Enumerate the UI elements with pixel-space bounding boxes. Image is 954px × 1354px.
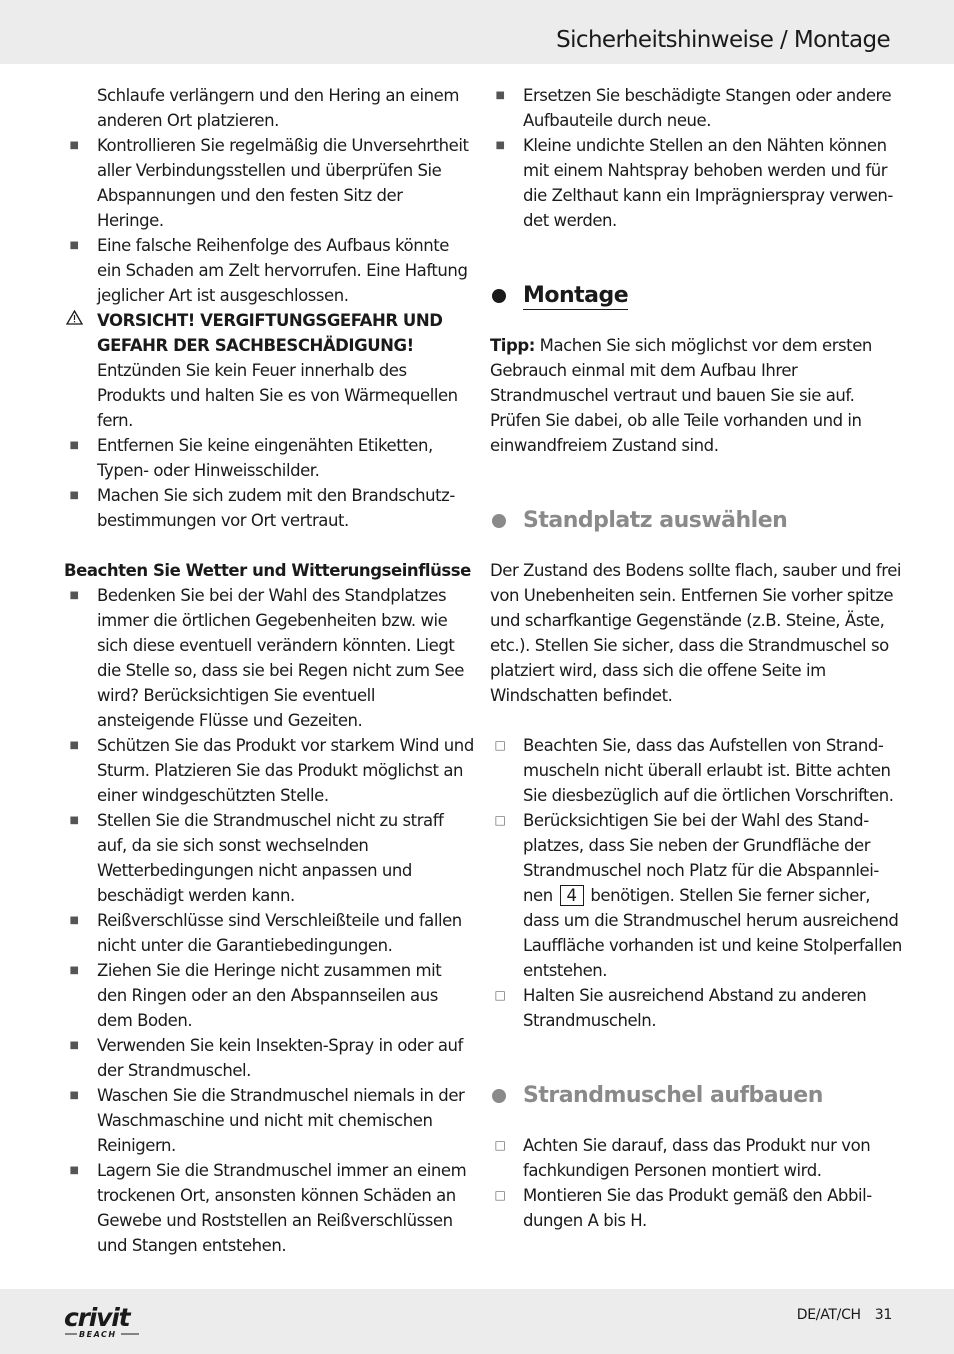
list-item-text: Lagern Sie die Strandmuschel immer an einem trockenen Ort, ansonsten können Schäden an Gewebe und Roststellen an Reißverschlüssen und Stangen entstehen. [97,1161,467,1255]
square-bullet-icon: ■ [69,815,79,826]
warning-heading: VORSICHT! VERGIFTUNGSGEFAHR UND GEFAHR DER SACHBESCHÄDIGUNG! [97,311,443,355]
list-item [490,83,902,133]
standplatz-paragraph: Der Zustand des Bodens sollte flach, sauber und frei von Unebenheiten sein. Entfernen Sie vorher spitze und scharfkantige Gegenstände (z.B. Steine, Äste, etc.). Stellen Sie sicher, dass die Strandmuschel so platziert wird, dass sich die offene Seite im Windschatten befindet. [490,561,902,705]
list-item [64,583,474,733]
checklist-item [490,983,902,1033]
warning-text: Entzünden Sie kein Feuer innerhalb des Produkts und halten Sie es von Wärmequellen fern. [97,361,458,430]
bullet-dot-icon [492,514,506,528]
list-item [64,733,474,808]
list-item-text: Entfernen Sie keine eingenähten Etiketten, Typen- oder Hinweisschilder. [97,436,433,480]
list-item-text: Eine falsche Reihenfolge des Aufbaus könnte ein Schaden am Zelt hervorrufen. Eine Haftung jeglicher Art ist ausgeschlossen. [97,236,468,305]
square-bullet-icon: ■ [69,490,79,501]
tip-label: Tipp: [490,336,535,355]
checklist-item-text: Halten Sie ausreichend Abstand zu anderen Strandmuscheln. [523,986,867,1030]
list-item-text: Kontrollieren Sie regelmäßig die Unversehrtheit aller Verbindungsstellen und überprüfen Sie Abspannungen und den festen Sitz der Heringe. [97,136,469,230]
checkbox-icon: □ [494,988,506,1002]
continuation-text: Schlaufe verlängern und den Hering an einem anderen Ort platzieren. [97,86,459,130]
list-item [64,1158,474,1258]
checkbox-icon: □ [494,1138,506,1152]
warning-item [64,308,474,433]
list-item [64,1083,474,1158]
page-header [0,0,954,64]
svg-text:BEACH: BEACH [79,1330,117,1339]
montage-heading: Montage [490,281,902,311]
square-bullet-icon: ■ [69,140,79,151]
bullet-dot-icon [492,289,506,303]
list-item [64,433,474,483]
list-item-text: Reißverschlüsse sind Verschleißteile und fallen nicht unter die Garantiebedingungen. [97,911,462,955]
tip-paragraph [490,333,902,458]
list-item [490,133,902,233]
list-item [64,1033,474,1083]
list-item-text: Bedenken Sie bei der Wahl des Standplatzes immer die örtlichen Gegebenheiten bzw. wie sich diese eventuell verändern könnten. Liegt die Stelle so, dass sie bei Regen nicht zum See wird? Berücksichtigen Sie eventuell ansteigende Flüsse und Gezeiten. [97,586,464,730]
page-footer [0,1289,954,1354]
list-item-text: Ersetzen Sie beschädigte Stangen oder andere Aufbauteile durch neue. [523,86,892,130]
list-item-text: Stellen Sie die Strandmuschel nicht zu straff auf, da sie sich sonst wechselnden Wetterbedingungen nicht anpassen und beschädigt werden kann. [97,811,444,905]
square-bullet-icon: ■ [69,965,79,976]
tip-text: Machen Sie sich möglichst vor dem ersten Gebrauch einmal mit dem Aufbau Ihrer Strandmuschel vertraut und bauen Sie sie auf. Prüfen Sie dabei, ob alle Teile vorhanden und in einwandfreiem Zustand sind. [490,336,872,455]
square-bullet-icon: ■ [69,240,79,251]
left-column [64,83,474,1258]
checklist-item-text: Achten Sie darauf, dass das Produkt nur von fachkundigen Personen montiert wird. [523,1136,871,1180]
list-item-text: Kleine undichte Stellen an den Nähten können mit einem Nahtspray behoben werden und für die Zelthaut kann ein Imprägnierspray verwendet werden. [523,136,894,230]
checkbox-icon: □ [494,1188,506,1202]
aufbau-heading: Strandmuschel aufbauen [490,1081,902,1111]
square-bullet-icon: ■ [495,140,505,151]
page-number: 31 [874,1307,892,1323]
square-bullet-icon: ■ [69,440,79,451]
standplatz-heading: Standplatz auswählen [490,506,902,536]
square-bullet-icon: ■ [69,1040,79,1051]
square-bullet-icon: ■ [69,590,79,601]
list-item-text: Machen Sie sich zudem mit den Brandschutzbestimmungen vor Ort vertraut. [97,486,456,530]
checkbox-icon: □ [494,813,506,827]
right-column [490,83,902,1233]
page-locale-number [797,1307,892,1323]
square-bullet-icon: ■ [69,1090,79,1101]
figure-reference: 4 [560,885,584,906]
warning-triangle-icon [64,308,84,333]
weather-heading: Beachten Sie Wetter und Witterungseinflüsse [64,561,471,580]
list-item [64,233,474,308]
square-bullet-icon: ■ [69,915,79,926]
list-item-text: Schützen Sie das Produkt vor starkem Wind und Sturm. Platzieren Sie das Produkt möglichst an einer windgeschützten Stelle. [97,736,474,805]
square-bullet-icon: ■ [69,1165,79,1176]
list-item [64,908,474,958]
square-bullet-icon: ■ [495,90,505,101]
list-item-text: Verwenden Sie kein Insekten-Spray in oder auf der Strandmuschel. [97,1036,463,1080]
checklist-item-text: Beachten Sie, dass das Aufstellen von Strandmuscheln nicht überall erlaubt ist. Bitte achten Sie diesbezüglich auf die örtlichen Vorschriften. [523,736,894,805]
checklist-item [490,1183,902,1233]
checkbox-icon: □ [494,738,506,752]
list-item [64,483,474,533]
list-item-text: Ziehen Sie die Heringe nicht zusammen mit den Ringen oder an den Abspannseilen aus dem Boden. [97,961,442,1030]
list-item [64,808,474,908]
list-item-text: Waschen Sie die Strandmuschel niemals in der Waschmaschine und nicht mit chemischen Reinigern. [97,1086,465,1155]
square-bullet-icon: ■ [69,740,79,751]
checklist-item-text: Montieren Sie das Produkt gemäß den Abbildungen A bis H. [523,1186,873,1230]
locale-label: DE/AT/CH [796,1307,861,1323]
checklist-item [490,733,902,808]
list-item [64,133,474,233]
crivit-logo [63,1301,143,1345]
checklist-item [490,1133,902,1183]
checklist-item: □ Berücksichtigen Sie bei der Wahl des Standplatzes, dass Sie neben der Grundfläche der Strandmuschel noch Platz für die Abspannleinen 4 benötigen. Stellen Sie ferner sicher, dass um die Strandmuschel herum ausreichend Lauffläche vorhanden ist und keine Stolperfallen entstehen. [490,808,902,983]
list-item [64,958,474,1033]
svg-text:crivit: crivit [64,1303,130,1332]
bullet-dot-icon [492,1089,506,1103]
page-title: Sicherheitshinweise / Montage [556,27,890,53]
